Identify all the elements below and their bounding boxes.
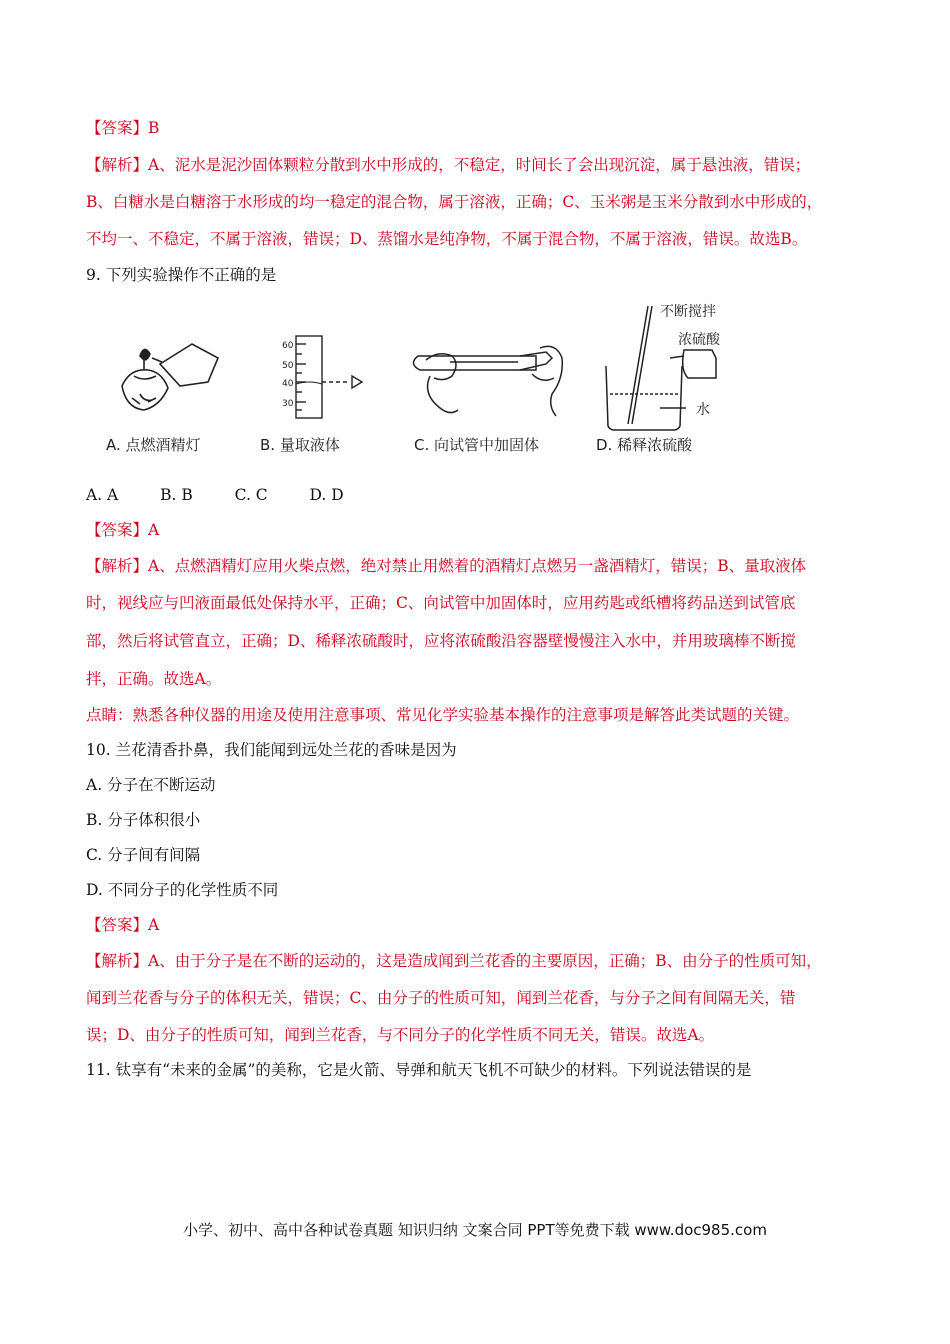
cylinder-tick-30: 30 <box>282 399 294 409</box>
cylinder-tick-40: 40 <box>282 379 294 389</box>
cylinder-tick-60: 60 <box>282 341 294 351</box>
q8-analysis-line-2: B、白糖水是白糖溶于水形成的均一稳定的混合物，属于溶液，正确；C、玉米粥是玉米分散到水中形成的， <box>86 193 823 211</box>
figure-a-alcohol-lamps-illustration <box>122 344 218 410</box>
q10-analysis-line-2: 闻到兰花香与分子的体积无关，错误；C、由分子的性质可知，闻到兰花香，与分子之间有间隔无关，错 <box>86 989 796 1007</box>
caption-a: A. 点燃酒精灯 <box>106 436 201 454</box>
figure-b-measuring-cylinder-illustration <box>296 336 362 418</box>
figure-c-test-tube-illustration <box>413 346 562 416</box>
q10-option-b: B. 分子体积很小 <box>86 811 201 829</box>
q10-answer: 【答案】A <box>86 916 160 934</box>
q8-answer: 【答案】B <box>86 119 160 137</box>
q9-figure <box>100 298 740 463</box>
q9-analysis-line-1: 【解析】A、点燃酒精灯应用火柴点燃，绝对禁止用燃着的酒精灯点燃另一盏酒精灯，错误；B、量取液体 <box>86 557 807 575</box>
q9-options <box>86 485 344 505</box>
q10-option-d: D. 不同分子的化学性质不同 <box>86 881 279 899</box>
q10-option-c: C. 分子间有间隔 <box>86 846 201 864</box>
q9-tip: 点睛：熟悉各种仪器的用途及使用注意事项、常见化学实验基本操作的注意事项是解答此类试题的关键。 <box>86 706 800 724</box>
q10-analysis-line-1: 【解析】A、由于分子是在不断的运动的，这是造成闻到兰花香的主要原因，正确；B、由分子的性质可知， <box>86 952 822 970</box>
caption-d: D. 稀释浓硫酸 <box>596 436 693 454</box>
q9-option-d: D. D <box>309 486 344 504</box>
q11-question: 11. 钛享有“未来的金属”的美称，它是火箭、导弹和航天飞机不可缺少的材料。下列说法错误的是 <box>86 1061 752 1079</box>
label-stir: 不断搅拌 <box>660 304 716 320</box>
q9-analysis-line-4: 拌，正确。故选A。 <box>86 670 222 688</box>
label-acid: 浓硫酸 <box>678 332 720 348</box>
q9-option-b: B. B <box>160 486 193 504</box>
q9-answer: 【答案】A <box>86 521 160 539</box>
cylinder-tick-50: 50 <box>282 361 294 371</box>
q10-option-a: A. 分子在不断运动 <box>86 776 216 794</box>
q8-analysis-line-3: 不均一、不稳定，不属于溶液，错误；D、蒸馏水是纯净物，不属于混合物，不属于溶液，错误。故选B。 <box>86 230 808 248</box>
q9-analysis-line-3: 部，然后将试管直立，正确；D、稀释浓硫酸时，应将浓硫酸沿容器壁慢慢注入水中，并用玻璃棒不断搅 <box>86 632 796 650</box>
q8-analysis-line-1: 【解析】A、泥水是泥沙固体颗粒分散到水中形成的，不稳定，时间长了会出现沉淀，属于悬浊液，错误； <box>86 156 811 174</box>
q9-option-a: A. A <box>86 486 119 504</box>
q9-option-c: C. C <box>234 486 268 504</box>
page-footer: 小学、初中、高中各种试卷真题 知识归纳 文案合同 PPT等免费下载 www.doc985.com <box>183 1221 767 1239</box>
label-water: 水 <box>696 402 710 418</box>
q10-question: 10. 兰花清香扑鼻，我们能闻到远处兰花的香味是因为 <box>86 741 457 759</box>
q9-analysis-line-2: 时，视线应与凹液面最低处保持水平，正确；C、向试管中加固体时，应用药匙或纸槽将药品送到试管底 <box>86 594 796 612</box>
caption-b: B. 量取液体 <box>260 436 340 454</box>
q9-question: 9. 下列实验操作不正确的是 <box>86 266 277 284</box>
q10-analysis-line-3: 误；D、由分子的性质可知，闻到兰花香，与不同分子的化学性质不同无关，错误。故选A。 <box>86 1026 715 1044</box>
caption-c: C. 向试管中加固体 <box>414 436 540 454</box>
